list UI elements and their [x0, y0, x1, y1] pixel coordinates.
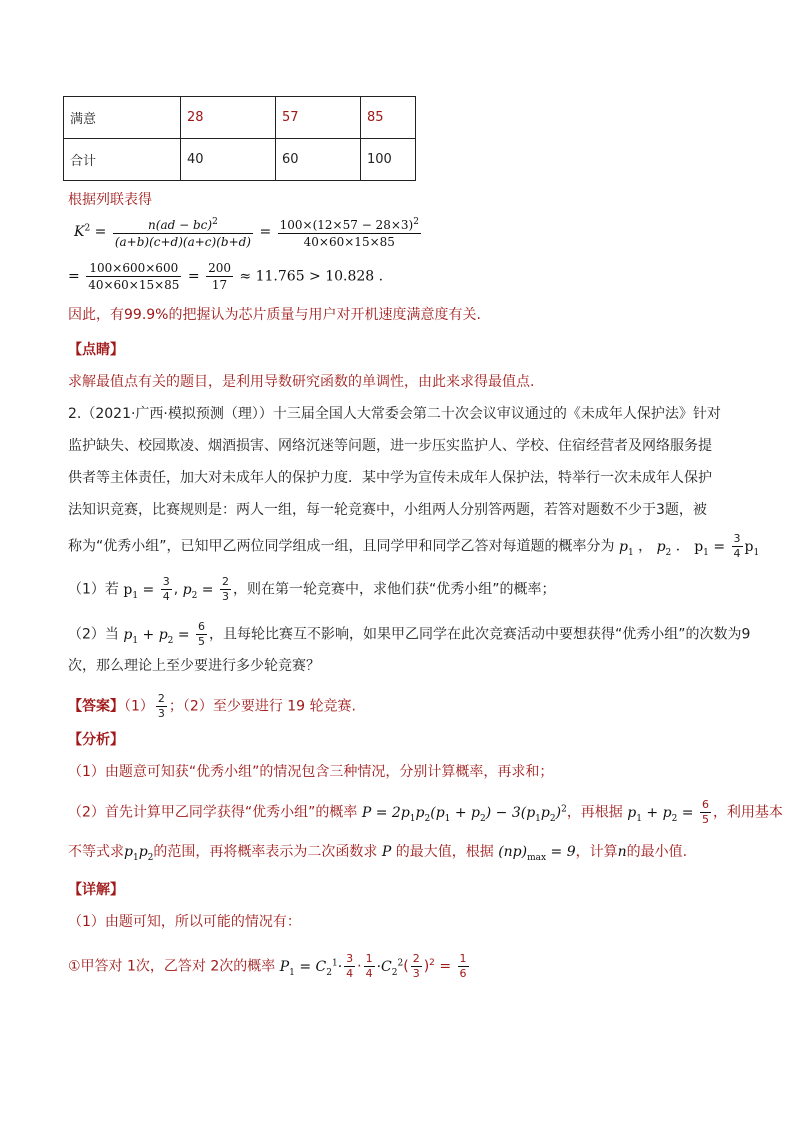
analysis-3-mid3: ，计算: [575, 844, 618, 860]
table-cell: 40: [181, 139, 276, 181]
analysis-2-prefix: （2）首先计算甲乙同学获得“优秀小组”的概率: [68, 804, 358, 821]
analysis-2: （2）首先计算甲乙同学获得“优秀小组”的概率 $P = 2p_1p_2(p_1 + p_2) - 3(p_1p_2)^2$，再根据 $p_1 + p_2$ = $\frac{6}{5}$ ，利用基本: [68, 798, 783, 826]
k2-symbol: K: [74, 224, 85, 240]
subquestion-2-prefix: （2）当: [68, 626, 119, 643]
analysis-3-mid2: 的最大值，根据: [395, 844, 494, 860]
table-row: [64, 139, 416, 181]
subquestion-1-suffix: ，则在第一轮竞赛中，求他们获“优秀小组”的概率；: [232, 581, 556, 598]
contingency-table: [63, 96, 416, 181]
detail-2: ①甲答对 1次，乙答对 2次的概率 $P_1 = C_2^1\cdot$ $\frac{3}{4}$ · $\frac{1}{4}$ $\cdot C_2^2$( $\frac{2}{3}$ )$^2$ = $\frac{1}{6}$: [68, 952, 467, 980]
table-cell: 合计: [64, 139, 181, 181]
question-2-line5: 称为“优秀小组”，已知甲乙两位同学组成一组，且同学甲和同学乙答对每道题的概率分为 $p_1$ ， $p_2$ ． $p_1$ = $\frac{3}{4}$ $p_1$: [68, 532, 760, 560]
question-2-line3: 供者等主体责任，加大对未成年人的保护力度．某中学为宣传未成年人保护法，特举行一次未成年人保护: [68, 470, 712, 486]
conclusion-text: 因此，有99.9%的把握认为芯片质量与用户对开机速度满意度有关.: [68, 307, 481, 323]
subquestion-2-suffix: ，且每轮比赛互不影响，如果甲乙同学在此次竞赛活动中要想获得“优秀小组”的次数为9: [209, 626, 751, 643]
subquestion-2-line2: 次，那么理论上至少要进行多少轮竞赛？: [68, 658, 320, 674]
table-cell: 85: [361, 97, 416, 139]
table-cell: 28: [181, 97, 276, 139]
subquestion-2: （2）当 $p_1 + p_2$ = $\frac{6}{5}$ ，且每轮比赛互不影响，如果甲乙同学在此次竞赛活动中要想获得“优秀小组”的次数为9: [68, 620, 751, 648]
based-on-table-text: 根据列联表得: [68, 192, 152, 208]
dianjing-body: 求解最值点有关的题目，是利用导数研究函数的单调性，由此来求得最值点.: [68, 374, 535, 390]
question-2-line5-text: 称为“优秀小组”，已知甲乙两位同学组成一组，且同学甲和同学乙答对每道题的概率分为: [68, 538, 615, 555]
answer-line: 【答案】（1） $\frac{2}{3}$ ；（2）至少要进行 19 轮竞赛.: [68, 692, 356, 720]
analysis-heading: 【分析】: [68, 732, 124, 748]
k2-formula-line2: = $\frac{100\times 600\times 600}{40\times 60\times 15\times 85}$ = $\frac{200}{17}$ ≈ 11.765 > 10.828 .: [68, 261, 384, 292]
question-2-line1: 2.（2021·广西·模拟预测（理））十三届全国人大常委会第二十次会议审议通过的《未成年人保护法》针对: [68, 406, 721, 422]
answer-part1: （1）: [124, 698, 154, 715]
analysis-1: （1）由题意可知获“优秀小组”的情况包含三种情况，分别计算概率，再求和；: [68, 764, 554, 780]
analysis-3: 不等式求$p_1p_2$的范围，再将概率表示为二次函数求 P 的最大值，根据 $(np)_{max} = 9$，计算n的最小值.: [68, 844, 688, 863]
analysis-2-suffix: ，利用基本: [712, 804, 783, 821]
answer-heading: 【答案】: [68, 698, 124, 715]
analysis-3-suffix: 的最小值.: [626, 844, 688, 860]
k2-formula-line1: $K^2$ = $\frac{n(ad - bc)^2}{(a+b)(c+d)(a+c)(b+d)}$ = $\frac{100\times(12\times 57 - 28\times 3)^2}{40\times 60\times 15\times 85}$: [74, 214, 423, 250]
dianjing-heading: 【点睛】: [68, 342, 124, 358]
detail-2-prefix: ①甲答对 1次，乙答对 2次的概率: [68, 958, 276, 975]
question-2-line2: 监护缺失、校园欺凌、烟酒损害、网络沉迷等问题，进一步压实监护人、学校、住宿经营者及网络服务提: [68, 438, 712, 454]
answer-part2: ；（2）至少要进行 19 轮竞赛.: [168, 698, 356, 715]
subquestion-1-prefix: （1）若: [68, 581, 119, 598]
subquestion-1: （1）若 $p_1$ = $\frac{3}{4}$ , $p_2$ = $\frac{2}{3}$ ，则在第一轮竞赛中，求他们获“优秀小组”的概率；: [68, 575, 556, 603]
table-cell: 60: [276, 139, 361, 181]
analysis-3-mid: 的范围，再将概率表示为二次函数求: [153, 844, 378, 860]
table-cell: 57: [276, 97, 361, 139]
table-cell: 满意: [64, 97, 181, 139]
question-2-line4: 法知识竞赛，比赛规则是：两人一组，每一轮竞赛中，小组两人分别答两题，若答对题数不少于3题，被: [68, 502, 707, 518]
analysis-3-prefix: 不等式求: [68, 844, 124, 860]
analysis-2-mid: ，再根据: [566, 804, 623, 821]
detail-1: （1）由题可知，所以可能的情况有：: [68, 914, 301, 930]
detail-heading: 【详解】: [68, 882, 124, 898]
table-cell: 100: [361, 139, 416, 181]
table-row: [64, 97, 416, 139]
